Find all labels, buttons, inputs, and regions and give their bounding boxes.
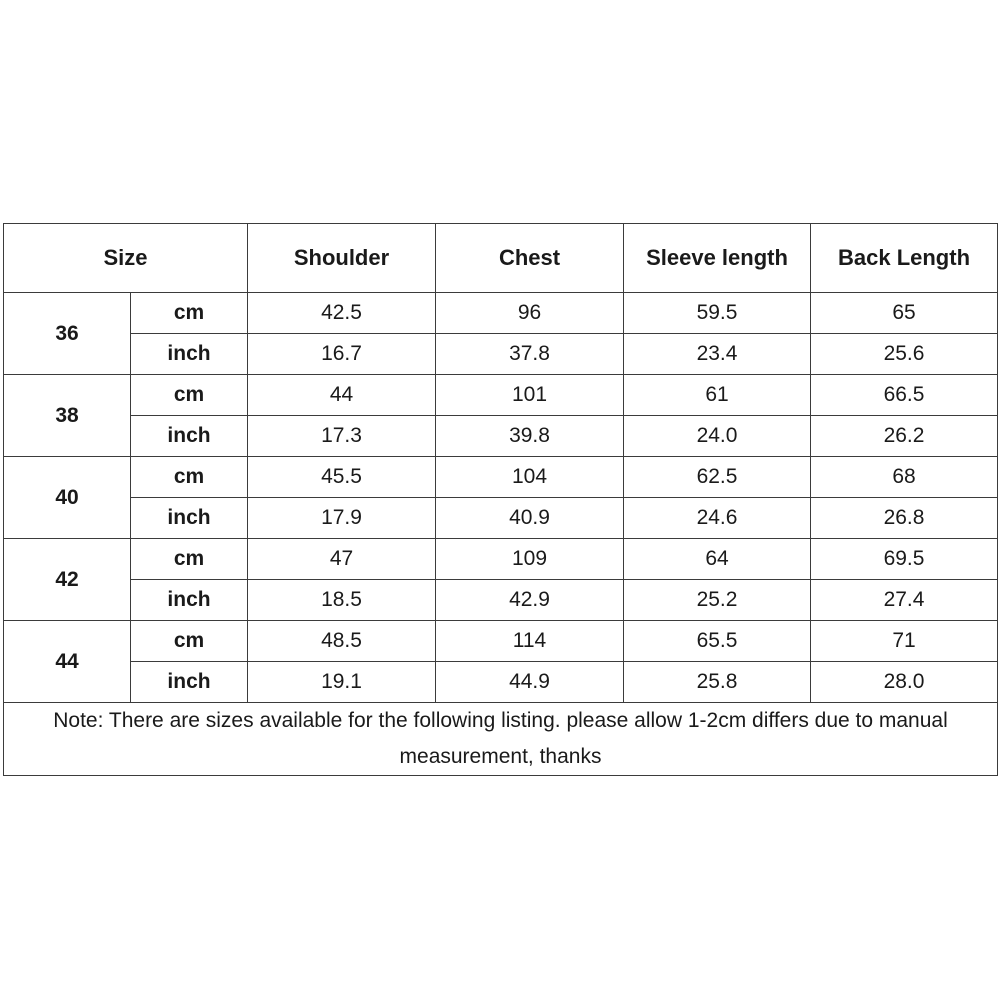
shoulder-value: 44: [248, 375, 436, 416]
size-label: 42: [4, 539, 131, 621]
note-row: [4, 703, 998, 776]
table-row: [4, 334, 998, 375]
unit-label: cm: [131, 539, 248, 580]
sleeve-value: 59.5: [624, 293, 811, 334]
unit-label: cm: [131, 457, 248, 498]
sleeve-value: 61: [624, 375, 811, 416]
header-sleeve-length: Sleeve length: [624, 224, 811, 293]
table-row: [4, 621, 998, 662]
back-value: 28.0: [811, 662, 998, 703]
table-row: [4, 416, 998, 457]
shoulder-value: 17.9: [248, 498, 436, 539]
back-value: 25.6: [811, 334, 998, 375]
header-shoulder: Shoulder: [248, 224, 436, 293]
shoulder-value: 18.5: [248, 580, 436, 621]
chest-value: 40.9: [436, 498, 624, 539]
back-value: 26.8: [811, 498, 998, 539]
unit-label: inch: [131, 580, 248, 621]
sleeve-value: 25.2: [624, 580, 811, 621]
header-size: Size: [4, 224, 248, 293]
back-value: 65: [811, 293, 998, 334]
table-row: [4, 498, 998, 539]
table-row: [4, 662, 998, 703]
table-row: [4, 580, 998, 621]
size-rows: [4, 293, 998, 703]
table-row: [4, 293, 998, 334]
shoulder-value: 19.1: [248, 662, 436, 703]
shoulder-value: 42.5: [248, 293, 436, 334]
header-back-length: Back Length: [811, 224, 998, 293]
sleeve-value: 62.5: [624, 457, 811, 498]
shoulder-value: 47: [248, 539, 436, 580]
chest-value: 44.9: [436, 662, 624, 703]
size-chart-table: [3, 223, 998, 776]
back-value: 71: [811, 621, 998, 662]
header-row: [4, 224, 998, 293]
unit-label: inch: [131, 498, 248, 539]
table-row: [4, 539, 998, 580]
sleeve-value: 24.6: [624, 498, 811, 539]
chest-value: 96: [436, 293, 624, 334]
chest-value: 114: [436, 621, 624, 662]
sleeve-value: 25.8: [624, 662, 811, 703]
table-row: [4, 375, 998, 416]
chest-value: 104: [436, 457, 624, 498]
unit-label: inch: [131, 662, 248, 703]
sleeve-value: 64: [624, 539, 811, 580]
unit-label: inch: [131, 416, 248, 457]
back-value: 68: [811, 457, 998, 498]
chest-value: 109: [436, 539, 624, 580]
unit-label: cm: [131, 375, 248, 416]
chest-value: 39.8: [436, 416, 624, 457]
size-label: 40: [4, 457, 131, 539]
shoulder-value: 17.3: [248, 416, 436, 457]
size-label: 38: [4, 375, 131, 457]
sleeve-value: 23.4: [624, 334, 811, 375]
shoulder-value: 48.5: [248, 621, 436, 662]
table-row: [4, 457, 998, 498]
unit-label: inch: [131, 334, 248, 375]
back-value: 26.2: [811, 416, 998, 457]
sleeve-value: 24.0: [624, 416, 811, 457]
size-chart: [3, 223, 997, 776]
sleeve-value: 65.5: [624, 621, 811, 662]
header-chest: Chest: [436, 224, 624, 293]
size-label: 44: [4, 621, 131, 703]
unit-label: cm: [131, 293, 248, 334]
back-value: 66.5: [811, 375, 998, 416]
note-text: Note: There are sizes available for the following listing. please allow 1-2cm differs due to manual measurement, thanks: [4, 703, 998, 776]
back-value: 69.5: [811, 539, 998, 580]
shoulder-value: 45.5: [248, 457, 436, 498]
chest-value: 37.8: [436, 334, 624, 375]
chest-value: 101: [436, 375, 624, 416]
size-label: 36: [4, 293, 131, 375]
shoulder-value: 16.7: [248, 334, 436, 375]
unit-label: cm: [131, 621, 248, 662]
chest-value: 42.9: [436, 580, 624, 621]
back-value: 27.4: [811, 580, 998, 621]
